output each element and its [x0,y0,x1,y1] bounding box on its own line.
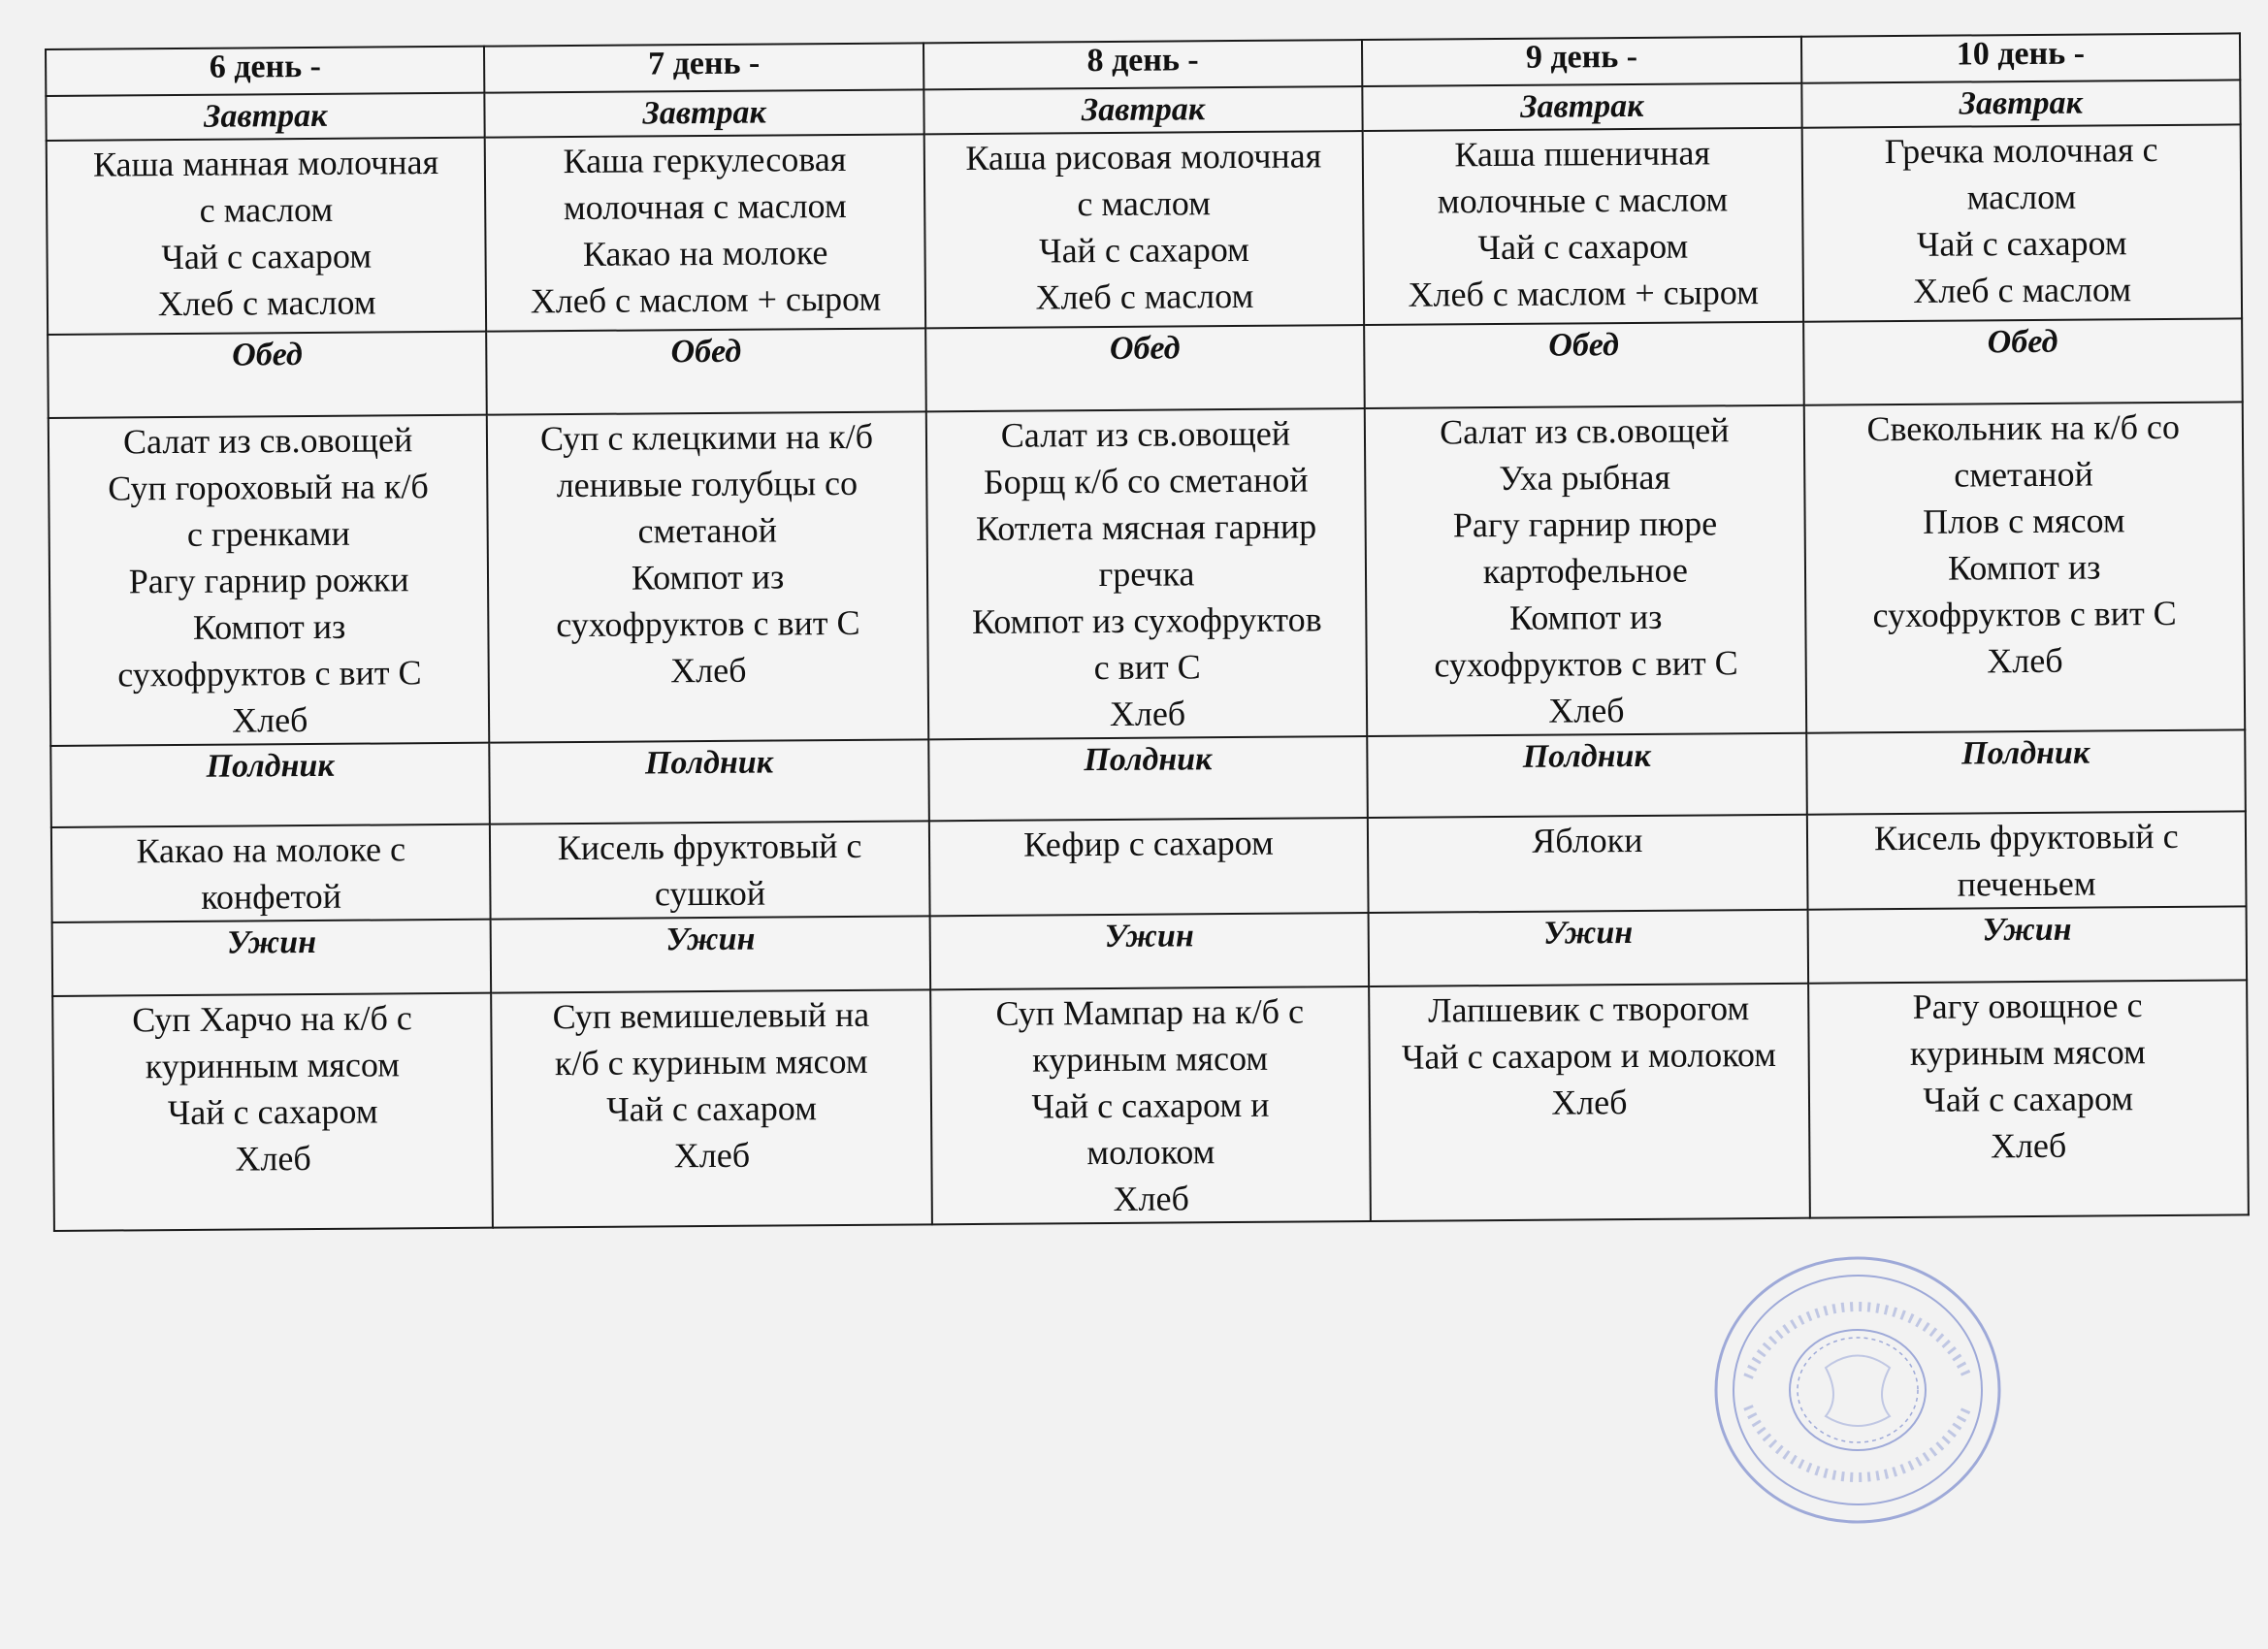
dish-line: Кисель фруктовый с [557,825,862,868]
dish-line: Какао на молоке [582,233,828,274]
lunch-dishes-7 [487,411,928,742]
dish-line: Каша рисовая молочная [965,136,1322,178]
dinner-label: Ужин [1807,906,2247,983]
dinner-dishes-10 [1808,980,2249,1217]
dinner-label: Ужин [929,913,1369,989]
dinner-dishes-row [52,980,2249,1231]
dish-line: сухофруктов с вит С [1872,593,2177,635]
dish-line: Компот из [192,606,346,647]
dish-line: куринным мясом [145,1045,401,1086]
dish-line: Рагу овощное с [1912,986,2143,1026]
dish-line: Чай с сахаром [1923,1079,2134,1119]
dish-line: с гренками [186,513,350,554]
breakfast-dishes-7 [485,134,925,331]
dish-line: Чай с сахаром [161,236,373,277]
menu-table [45,32,2250,1232]
day-title-6: 6 день - [46,47,485,96]
dish-line: Хлеб [1548,691,1625,730]
dish-line: куриным мясом [1032,1038,1269,1080]
snack-dishes-7 [490,821,929,919]
dish-line: Хлеб с маслом + сыром [1408,273,1760,314]
dinner-label: Ужин [1369,910,1808,986]
lunch-dishes-9 [1365,405,1806,736]
lunch-label-row [48,318,2243,418]
dish-line: Салат из св.овощей [1440,410,1730,452]
dish-line: Кисель фруктовый с [1873,816,2179,858]
dish-line: Чай с сахаром и молоком [1401,1034,1777,1077]
dish-line: Рагу гарнир пюре [1452,503,1718,545]
snack-label: Полдник [50,743,490,827]
lunch-dishes-row [49,402,2245,746]
dinner-label: Ужин [491,916,930,992]
dish-line: Компот из [1508,597,1663,637]
dish-line: сметаной [1954,454,2093,495]
dish-line: печеньем [1957,863,2096,904]
dish-line: с вит С [1093,647,1201,688]
dish-line: Чай с сахаром [1039,229,1249,271]
breakfast-label: Завтрак [46,93,485,141]
dish-line: Борщ к/б со сметаной [983,460,1309,501]
lunch-dishes-8 [926,408,1368,739]
dish-line: Хлеб [235,1139,311,1179]
breakfast-label: Завтрак [1362,83,1801,131]
dish-line: ленивые голубцы со [556,463,859,505]
breakfast-label: Завтрак [923,86,1363,134]
day-title-9: 9 день - [1362,37,1801,86]
dish-line: Хлеб [1987,640,2063,681]
dish-line: Хлеб [670,650,747,691]
dish-line: Хлеб с маслом [1913,270,2132,310]
dish-line: молоком [1086,1132,1215,1173]
dish-line: Хлеб с маслом [1035,275,1254,317]
dinner-dishes-6 [52,993,493,1231]
dish-line: Яблоки [1532,820,1643,860]
dish-line: молочные с маслом [1437,179,1729,221]
dinner-dishes-8 [930,986,1371,1224]
dish-line: Свекольник на к/б со [1866,406,2181,449]
breakfast-dishes-6 [47,138,487,335]
dish-line: Компот из [631,557,785,598]
dish-line: куриным мясом [1909,1032,2147,1073]
dish-line: сушкой [654,873,766,914]
dinner-dishes-7 [492,989,932,1227]
dish-line: к/б с куриным мясом [554,1041,868,1083]
dish-line: гречка [1098,554,1195,595]
dish-line: Суп Харчо на к/б с [132,998,412,1040]
snack-dishes-9 [1368,815,1807,913]
breakfast-label: Завтрак [485,89,924,137]
dish-line: Лапшевик с творогом [1427,988,1750,1030]
snack-dishes-6 [51,824,491,922]
dish-line: Компот из [1947,547,2101,588]
snack-label: Полдник [1367,733,1806,818]
dish-line: Уха рыбная [1499,457,1671,499]
dish-line: Суп гороховый на к/б [108,467,429,508]
lunch-label: Обед [925,325,1365,411]
snack-label: Полдник [928,736,1368,821]
dish-line: Суп Мампар на к/б с [995,991,1305,1033]
snack-dishes-10 [1806,811,2246,909]
dish-line: Хлеб [231,700,308,740]
dinner-dishes-9 [1369,984,1809,1221]
dish-line: Каша манная молочная [92,143,439,184]
dish-line: Чай с сахаром [167,1091,378,1133]
dish-line: Кефир с сахаром [1023,823,1274,864]
dish-line: картофельное [1482,550,1689,592]
breakfast-dishes-9 [1363,128,1803,325]
dish-line: Салат из св.овощей [122,420,413,462]
snack-dishes-8 [929,818,1369,916]
lunch-label: Обед [1803,318,2243,404]
dish-line: Чай с сахаром и [1031,1084,1270,1126]
menu-table-wrapper [45,32,2250,1256]
breakfast-label: Завтрак [1801,80,2241,127]
dish-line: конфетой [201,876,342,917]
dish-line: Рагу гарнир рожки [128,560,409,601]
dish-line: Чай с сахаром [606,1088,818,1129]
day-title-7: 7 день - [484,43,923,92]
dish-line: с маслом [199,189,334,230]
lunch-dishes-10 [1803,402,2245,732]
dish-line: Компот из сухофруктов [971,599,1322,642]
snack-dishes-row [51,811,2247,922]
dish-line: маслом [1966,177,2077,217]
snack-label: Полдник [490,739,929,824]
lunch-label: Обед [487,328,926,414]
breakfast-dishes-10 [1801,124,2242,321]
day-title-8: 8 день - [923,40,1363,89]
dish-line: Гречка молочная с [1884,130,2158,172]
breakfast-dishes-8 [923,131,1364,328]
lunch-label: Обед [48,332,487,418]
dish-line: Чай с сахаром [1916,223,2127,264]
dish-line: сухофруктов с вит С [556,602,860,645]
dish-line: Хлеб с маслом [157,282,376,324]
official-stamp-icon [1709,1251,2006,1529]
dish-line: Плов с мясом [1923,501,2125,541]
dish-line: Какао на молоке с [136,829,406,871]
dish-line: Хлеб [1990,1125,2067,1166]
dish-line: Хлеб [673,1135,751,1176]
dish-line: Хлеб [1551,1083,1628,1122]
dinner-label: Ужин [52,920,492,996]
dish-line: Салат из св.овощей [1000,413,1291,455]
dish-line: с маслом [1077,183,1212,224]
dish-line: молочная с маслом [563,185,847,228]
breakfast-dishes-row [47,124,2242,335]
dish-line: Хлеб с маслом + сыром [530,278,882,321]
dish-line: сухофруктов с вит С [117,653,422,695]
dish-line: Суп с клецкими на к/б [539,416,874,459]
dish-line: Чай с сахаром [1477,226,1689,268]
dish-line: Каша геркулесовая [563,139,847,181]
snack-label: Полдник [1806,729,2246,814]
dish-line: Хлеб [1113,1179,1189,1218]
dish-line: Каша пшеничная [1454,133,1711,175]
lunch-dishes-6 [49,415,490,746]
dish-line: Котлета мясная гарнир [975,506,1317,548]
dish-line: сметаной [637,510,778,551]
lunch-label: Обед [1364,322,1803,408]
dish-line: Суп вемишелевый на [552,994,870,1037]
dish-line: сухофруктов с вит С [1434,643,1738,685]
dish-line: Хлеб [1109,694,1186,733]
day-title-10: 10 день - [1801,33,2241,82]
